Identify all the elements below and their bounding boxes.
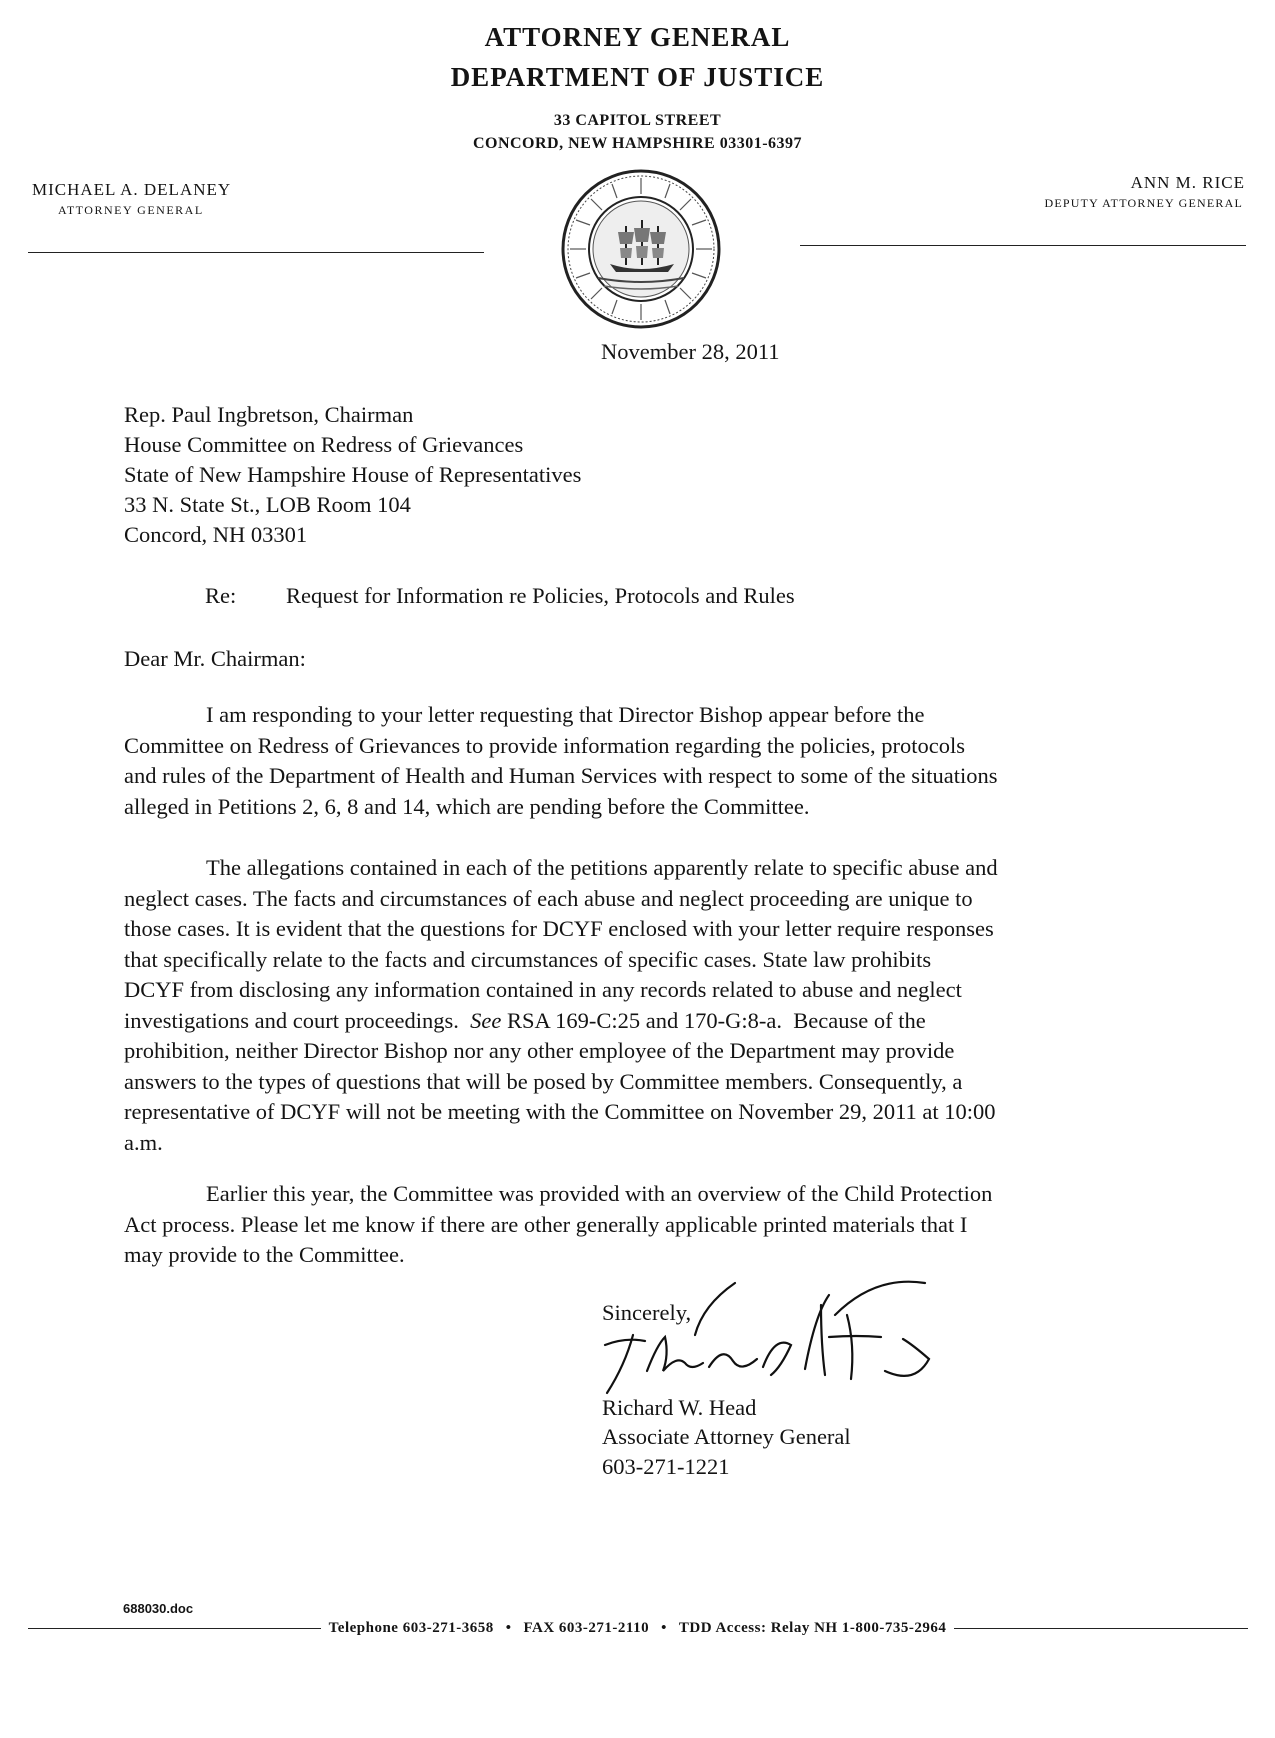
attorney-general-name: MICHAEL A. DELANEY	[32, 180, 232, 199]
addressee-line: State of New Hampshire House of Representatives	[124, 462, 582, 487]
paragraph-line: prohibition, neither Director Bishop nor any other employee of the Department may provide	[124, 1038, 955, 1063]
addressee-line: House Committee on Redress of Grievances	[124, 432, 524, 457]
footer-fax: FAX 603-271-2110	[523, 1620, 650, 1636]
footer-telephone: Telephone 603-271-3658	[328, 1620, 494, 1636]
letterhead-left-rule	[28, 252, 484, 253]
letterhead-right-rule	[800, 245, 1246, 246]
paragraph-line: answers to the types of questions that will be posed by Committee members. Consequently, a	[124, 1068, 963, 1094]
addressee-line: Rep. Paul Ingbretson, Chairman	[124, 402, 414, 427]
letterhead-title: ATTORNEY GENERAL	[484, 22, 791, 52]
salutation: Dear Mr. Chairman:	[124, 646, 306, 671]
paragraph-line: neglect cases. The facts and circumstances of each abuse and neglect proceeding are unique to	[124, 885, 973, 911]
letterhead-city: CONCORD, NEW HAMPSHIRE 03301-6397	[472, 135, 803, 152]
addressee-line: Concord, NH 03301	[124, 522, 308, 547]
paragraph-line: Committee on Redress of Grievances to provide information regarding the policies, protocols	[124, 732, 966, 758]
letterhead-department: DEPARTMENT OF JUSTICE	[450, 62, 825, 92]
closing: Sincerely,	[602, 1300, 692, 1325]
footer-contact-text	[321, 1620, 955, 1636]
paragraph-line: alleged in Petitions 2, 6, 8 and 14, which are pending before the Committee.	[124, 793, 810, 819]
citation-signal: See	[470, 1007, 502, 1033]
paragraph-line: and rules of the Department of Health and Human Services with respect to some of the situations	[124, 763, 998, 788]
handwritten-signature	[585, 1275, 985, 1405]
paragraph-line: a.m.	[124, 1129, 163, 1155]
signer-name: Richard W. Head	[602, 1395, 757, 1420]
addressee-block	[124, 400, 581, 550]
footer-separator: •	[661, 1620, 667, 1636]
footer-tdd: TDD Access: Relay NH 1-800-735-2964	[678, 1620, 947, 1636]
citation-text: RSA 169-C:25 and 170-G:8-a. Because of the	[501, 1007, 926, 1033]
signer-phone: 603-271-1221	[602, 1454, 730, 1479]
addressee-line: 33 N. State St., LOB Room 104	[124, 492, 411, 517]
footer-separator: •	[505, 1620, 512, 1636]
letterhead-street: 33 CAPITOL STREET	[553, 112, 722, 129]
deputy-attorney-general-name: ANN M. RICE	[1130, 173, 1245, 192]
paragraph-line: representative of DCYF will not be meeting with the Committee on November 29, 2011 at 10:00	[124, 1099, 996, 1124]
paragraph-line: The allegations contained in each of the petitions apparently relate to specific abuse and	[206, 855, 998, 880]
paragraph-2	[124, 853, 1154, 1158]
attorney-general-title: ATTORNEY GENERAL	[58, 203, 204, 217]
letter-date: November 28, 2011	[601, 339, 780, 364]
deputy-attorney-general-title: DEPUTY ATTORNEY GENERAL	[1044, 196, 1243, 210]
footer-contact	[0, 1619, 1275, 1637]
paragraph-line: Earlier this year, the Committee was provided with an overview of the Child Protection	[206, 1181, 993, 1206]
paragraph-line: that specifically relate to the facts and circumstances of specific cases. State law prohibits	[124, 946, 932, 972]
paragraph-line: those cases. It is evident that the questions for DCYF enclosed with your letter require responses	[124, 916, 994, 941]
paragraph-line: I am responding to your letter requesting that Director Bishop appear before the	[206, 702, 925, 727]
paragraph-line: DCYF from disclosing any information contained in any records related to abuse and neglect	[124, 977, 962, 1002]
subject-label: Re:	[205, 583, 237, 608]
paragraph-1	[124, 700, 1154, 822]
signer-title: Associate Attorney General	[602, 1424, 851, 1449]
document-id: 688030.doc	[123, 1601, 194, 1616]
paragraph-3	[124, 1179, 1154, 1271]
paragraph-line: may provide to the Committee.	[124, 1242, 405, 1267]
citation-lead-text: investigations and court proceedings.	[124, 1007, 471, 1033]
state-seal-icon	[560, 168, 722, 330]
paragraph-line: Act process. Please let me know if there are other generally applicable printed materials that I	[124, 1211, 968, 1237]
subject-text: Request for Information re Policies, Protocols and Rules	[286, 583, 795, 608]
paragraph-line	[124, 1006, 1154, 1037]
